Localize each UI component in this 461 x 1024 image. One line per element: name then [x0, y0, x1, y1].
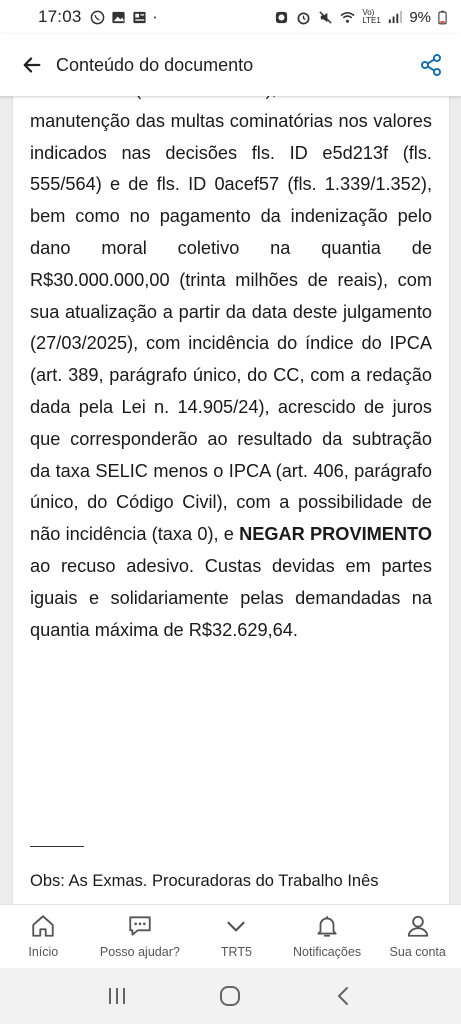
alarm-clock-icon	[296, 10, 311, 25]
nav-label: Início	[28, 945, 59, 959]
mute-icon	[318, 10, 333, 25]
home-circle-icon	[218, 984, 242, 1008]
status-bar	[0, 0, 461, 34]
document-viewer[interactable]	[0, 96, 461, 904]
chevron-left-icon	[333, 985, 355, 1007]
user-icon	[405, 913, 431, 939]
recents-button[interactable]	[97, 976, 137, 1016]
dot-icon	[153, 10, 161, 25]
document-bold-phrase: NEGAR PROVIMENTO	[239, 524, 432, 545]
chevron-down-icon	[223, 913, 249, 939]
battery-icon	[438, 10, 447, 25]
nav-item-posso-ajudar[interactable]	[100, 913, 180, 959]
network-label: Vo) LTE1	[362, 8, 381, 25]
news-icon	[132, 10, 147, 25]
app-bar	[0, 34, 461, 96]
system-nav-bar	[0, 968, 461, 1024]
chat-icon	[127, 913, 153, 939]
status-time: 17:03	[38, 7, 82, 26]
back-nav-button[interactable]	[324, 976, 364, 1016]
alarm-icon	[274, 10, 289, 25]
battery-percent: 9%	[409, 8, 431, 26]
page-title: Conteúdo do documento	[56, 54, 254, 75]
nav-label: TRT5	[220, 945, 252, 959]
document-body-start: manutenção das multas cominatórias nos valores indicados nas decisões fls. ID e5d213f (fls. 555/564) e de fls. ID 0acef57 (fls. 1.339/1.352), bem como no pagamento da indenização pelo dano moral coletivo na quantia de R$30.000.000,00 (trinta milhões de reais), com sua atualização a partir da data deste julgamento (27/03/2025), com incidência do índice do IPCA (art. 389, parágrafo único, do CC, com a redação dada pela Lei n. 14.905/24), acrescido de juros que corresponderão ao resultado da subtração da taxa SELIC menos o IPCA (art. 406, parágrafo único, do Código Civil), com a possibilidade de não incidência (taxa 0), e	[30, 110, 432, 545]
back-button[interactable]	[18, 51, 46, 79]
document-body-end: ao recuso adesivo. Custas devidas em partes iguais e solidariamente pelas demandadas na quantia máxima de R$32.629,64.	[30, 555, 432, 640]
document-paragraph	[30, 106, 432, 647]
nav-label: Sua conta	[389, 945, 446, 959]
home-nav-button[interactable]	[210, 976, 250, 1016]
bottom-nav	[0, 904, 461, 968]
whatsapp-icon	[90, 10, 105, 25]
nav-item-inicio[interactable]	[13, 913, 73, 959]
document-text	[30, 74, 432, 646]
nav-item-sua-conta[interactable]	[388, 913, 448, 959]
wifi-icon	[340, 10, 355, 25]
nav-label: Posso ajudar?	[99, 945, 180, 959]
nav-label: Notificações	[293, 945, 362, 959]
footnote-separator	[30, 846, 84, 847]
share-button[interactable]	[417, 51, 445, 79]
gallery-icon	[111, 10, 126, 25]
bell-icon	[314, 913, 340, 939]
recents-icon	[106, 985, 128, 1007]
share-icon	[419, 53, 443, 77]
arrow-left-icon	[21, 54, 43, 76]
signal-icon	[387, 10, 402, 25]
document-page	[13, 96, 449, 904]
home-icon	[30, 913, 56, 939]
document-obs: Obs: As Exmas. Procuradoras do Trabalho Inês	[30, 872, 379, 890]
nav-item-notificacoes[interactable]	[293, 913, 361, 959]
nav-item-trt5[interactable]	[206, 913, 266, 959]
